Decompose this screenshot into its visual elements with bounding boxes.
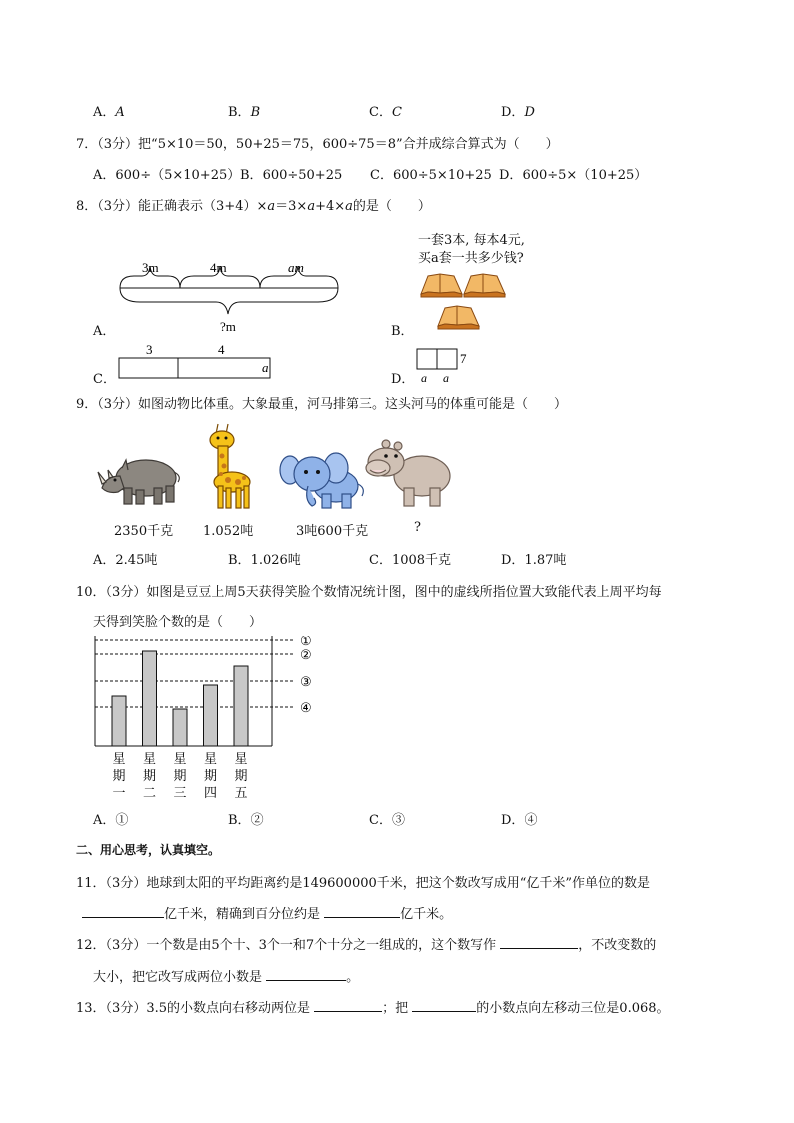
q8-a-seg2-label: 4m [210,260,227,275]
q13-blank-1[interactable] [314,999,382,1012]
q11-line1: 11．（3分）地球到太阳的平均距离约是149600000千米，把这个数改写成用“亿千米”作单位的数是 [76,876,651,891]
q13-line: 13．（3分）3.5的小数点向右移动两位是 ；把 的小数点向左移动三位是0.068。 [76,1001,670,1016]
smiley-bar-chart [90,636,330,804]
bar [173,709,187,746]
q8-d-bottom2-label: a [443,371,449,385]
section2-title: 二、用心思考，认真填空。 [76,843,221,857]
reference-line-marker: ② [300,647,312,662]
q7-option-a[interactable]: A．600÷（5×10+25） [93,168,241,183]
hippo-icon [364,436,456,512]
q8-a-seg1-label: 3m [142,260,159,275]
q10-option-c[interactable]: C．③ [369,813,405,828]
bar [143,651,157,746]
books-icon [418,270,513,335]
q10-stem-line1: 10．（3分）如图是豆豆上周5天获得笑脸个数情况统计图，图中的虚线所指位置大致能代表上周平均每 [76,585,662,600]
reference-line-marker: ③ [300,674,312,689]
bar [112,696,126,746]
q12-line2: 大小，把它改写成两位小数是 。 [93,970,360,985]
q9-stem: 9．（3分）如图动物比体重。大象最重，河马排第三。这头河马的体重可能是（ ） [76,397,568,412]
elephant-icon [278,448,364,512]
x-tick-label: 星期一 [112,751,126,800]
q6-option-a[interactable]: A．A [93,105,125,120]
q11-blank-1[interactable] [82,905,164,918]
rhino-weight-label: 2350千克 [114,524,174,539]
elephant-weight-label: 3吨600千克 [296,524,369,539]
q8-c-left-label: 3 [146,342,153,357]
q9-option-a[interactable]: A．2.45吨 [93,553,158,568]
q10-option-b[interactable]: B．② [228,813,264,828]
q8-option-d-letter[interactable]: D． [391,372,415,387]
x-tick-label: 星期五 [234,751,248,800]
q8-stem: 8．（3分）能正确表示（3+4）×a＝3×a+4×a的是（ ） [76,199,431,214]
q8-c-side-label: a [262,360,269,375]
x-tick-label: 星期二 [142,751,157,800]
q12-blank-2[interactable] [266,968,346,981]
x-tick-label: 星期三 [173,751,187,800]
reference-line-marker: ④ [300,700,312,715]
giraffe-weight-label: 1.052吨 [203,524,254,539]
q9-option-b[interactable]: B．1.026吨 [228,553,301,568]
q8-option-d-area-model [412,345,472,385]
q12-line1: 12．（3分）一个数是由5个十、3个一和7个十分之一组成的，这个数写作 ，不改变数的 [76,938,657,953]
q8-c-right-label: 4 [218,342,225,357]
q10-option-d[interactable]: D．④ [501,813,538,828]
bar [204,685,218,746]
q8-option-c-area-model [112,340,277,382]
q9-option-d[interactable]: D．1.87吨 [501,553,567,568]
q7-option-c[interactable]: C．600÷5×10+25 [370,168,492,183]
q13-blank-2[interactable] [412,999,476,1012]
q8-d-bottom1-label: a [421,371,427,385]
x-tick-label: 星期四 [203,751,218,800]
q7-stem: 7．（3分）把“5×10＝50，50+25＝75，600÷75＝8”合并成综合算式为（ ） [76,137,559,152]
hippo-weight-label: ? [414,520,421,535]
reference-line-marker: ① [300,636,312,648]
q8-a-total-label: ?m [220,319,236,334]
q6-option-b[interactable]: B．B [228,105,261,120]
q10-option-a[interactable]: A．① [93,813,129,828]
q6-option-c[interactable]: C．C [369,105,402,120]
q12-blank-1[interactable] [500,936,578,949]
rhino-icon [96,448,182,512]
q6-option-d[interactable]: D．D [501,105,535,120]
q8-d-right-label: 7 [460,351,467,366]
q8-option-c-letter[interactable]: C． [93,372,116,387]
q7-option-d[interactable]: D．600÷5×（10+25） [499,168,648,183]
q8-a-seg3-label: am [288,260,304,275]
giraffe-icon [198,420,258,512]
q11-blank-2[interactable] [324,905,400,918]
q9-option-c[interactable]: C．1008千克 [369,553,452,568]
bar [234,666,248,746]
q10-stem-line2: 天得到笑脸个数的是（ ） [93,615,263,630]
q8-option-a-line-diagram [112,256,347,338]
q8-b-text-line1: 一套3本, 每本4元, [418,233,525,248]
q8-b-text-line2: 买a套一共多少钱? [418,251,524,266]
q8-option-a-letter[interactable]: A． [93,324,116,339]
q11-line2: 亿千米，精确到百分位约是 亿千米。 [82,903,452,922]
q7-option-b[interactable]: B．600÷50+25 [240,168,343,183]
q8-option-b-letter[interactable]: B． [391,324,414,339]
